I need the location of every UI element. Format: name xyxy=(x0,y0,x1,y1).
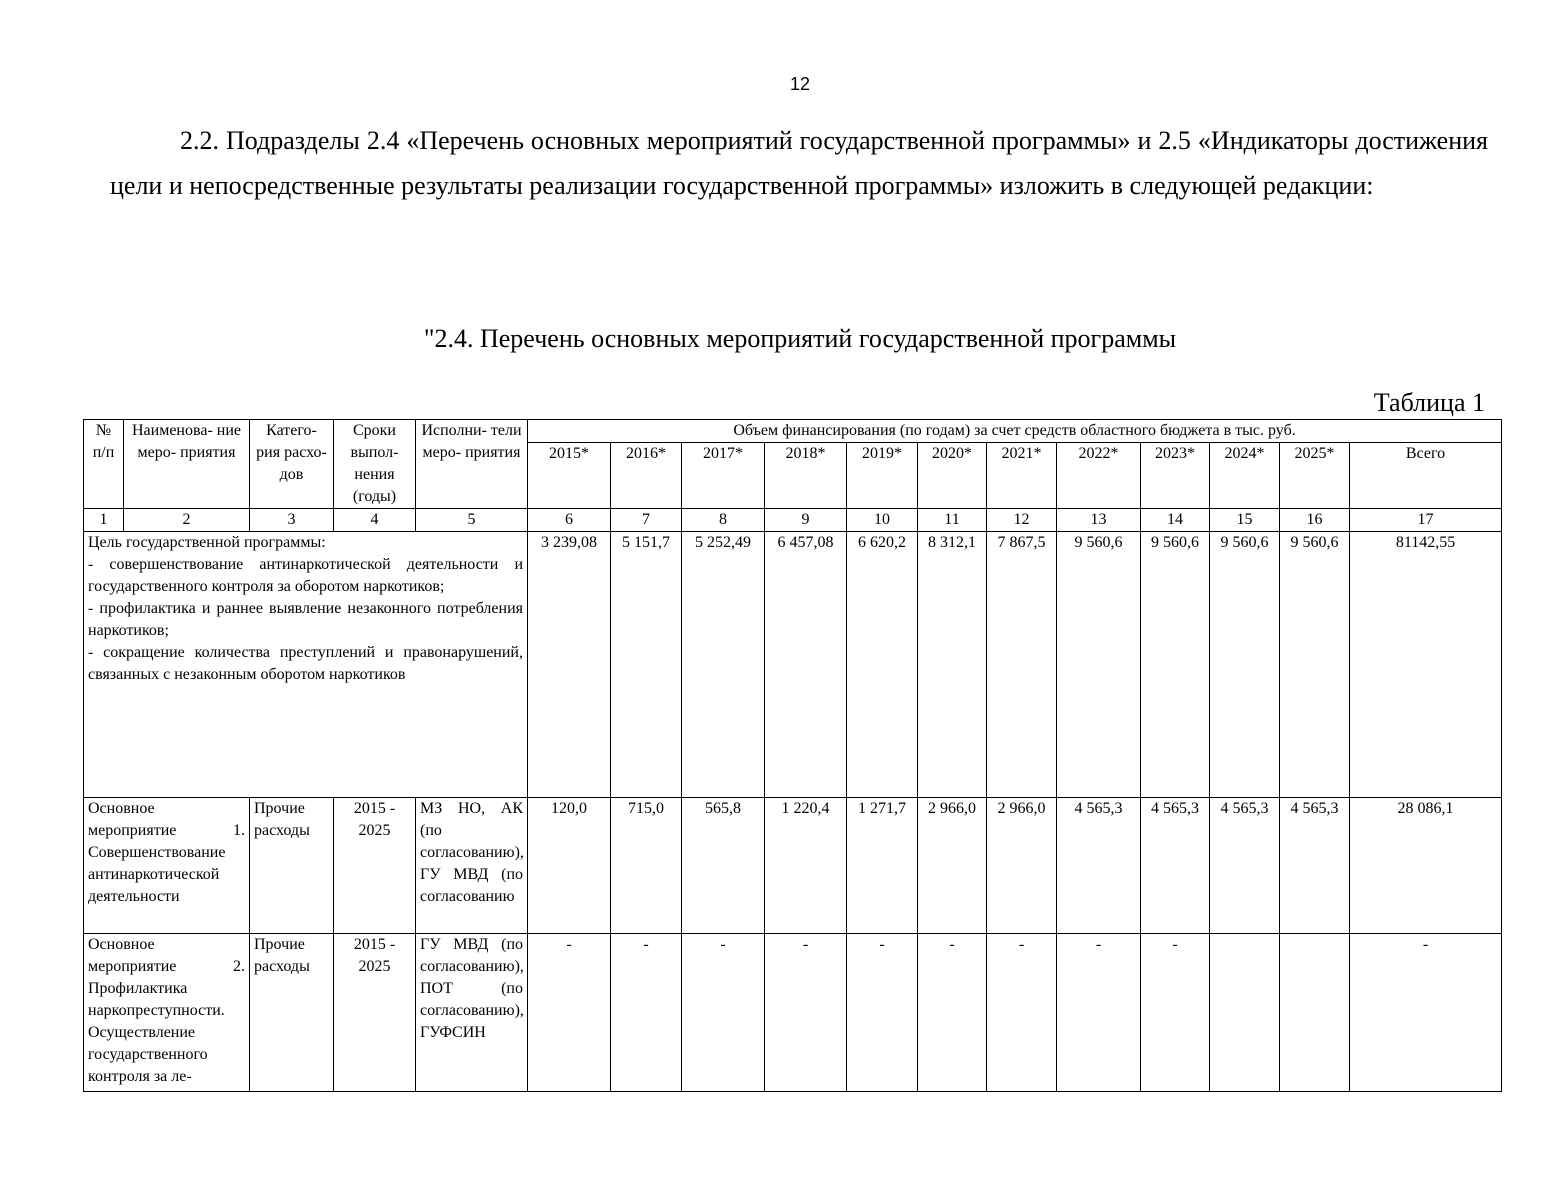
column-number: 11 xyxy=(918,509,987,532)
goal-value: 9 560,6 xyxy=(1057,532,1141,798)
measure-value: 4 565,3 xyxy=(1057,798,1141,934)
goal-value: 5 151,7 xyxy=(611,532,682,798)
measure-name: Основное мероприятие 2. Профилактика наркопреступности. Осуществление государственного контроля за ле- xyxy=(84,934,250,1092)
goal-value: 8 312,1 xyxy=(918,532,987,798)
measure-value: 2 966,0 xyxy=(918,798,987,934)
measure-value: - xyxy=(765,934,847,1092)
column-numbers-row xyxy=(84,509,1502,532)
measure-value xyxy=(1280,934,1350,1092)
measure-value: 4 565,3 xyxy=(1210,798,1280,934)
measure-value: - xyxy=(611,934,682,1092)
goal-value: 6 457,08 xyxy=(765,532,847,798)
column-number: 8 xyxy=(682,509,765,532)
header-year: 2021* xyxy=(987,443,1057,509)
header-row-1 xyxy=(84,420,1502,443)
goal-total: 81142,55 xyxy=(1350,532,1502,798)
measure-category: Прочие расходы xyxy=(250,934,334,1092)
column-number: 14 xyxy=(1141,509,1210,532)
measure-value xyxy=(1210,934,1280,1092)
measure-executors: МЗ НО, АК (по согласованию), ГУ МВД (по согласованию xyxy=(416,798,528,934)
goal-value: 9 560,6 xyxy=(1280,532,1350,798)
header-category: Катего- рия расхо- дов xyxy=(250,420,334,509)
column-number: 13 xyxy=(1057,509,1141,532)
measure-category: Прочие расходы xyxy=(250,798,334,934)
column-number: 9 xyxy=(765,509,847,532)
header-funding: Объем финансирования (по годам) за счет средств областного бюджета в тыс. руб. xyxy=(528,420,1502,443)
measure-value: - xyxy=(682,934,765,1092)
measure-value: - xyxy=(1057,934,1141,1092)
header-year: 2015* xyxy=(528,443,611,509)
header-year: 2025* xyxy=(1280,443,1350,509)
header-year: 2022* xyxy=(1057,443,1141,509)
table-caption: Таблица 1 xyxy=(1373,388,1485,417)
column-number: 15 xyxy=(1210,509,1280,532)
goal-value: 3 239,08 xyxy=(528,532,611,798)
measure-value: 4 565,3 xyxy=(1141,798,1210,934)
measure-value: 715,0 xyxy=(611,798,682,934)
section-title: "2.4. Перечень основных мероприятий государственной программы xyxy=(423,324,1177,353)
header-total: Всего xyxy=(1350,443,1502,509)
goal-value: 5 252,49 xyxy=(682,532,765,798)
measure-value: - xyxy=(847,934,918,1092)
column-number: 2 xyxy=(124,509,250,532)
header-year: 2020* xyxy=(918,443,987,509)
measure-total: - xyxy=(1350,934,1502,1092)
goal-value: 6 620,2 xyxy=(847,532,918,798)
header-name: Наименова- ние меро- приятия xyxy=(124,420,250,509)
column-number: 12 xyxy=(987,509,1057,532)
header-year: 2023* xyxy=(1141,443,1210,509)
header-executors: Исполни- тели меро- приятия xyxy=(416,420,528,509)
header-terms: Сроки выпол- нения (годы) xyxy=(334,420,416,509)
header-year: 2016* xyxy=(611,443,682,509)
goal-value: 9 560,6 xyxy=(1141,532,1210,798)
measure-name: Основное мероприятие 1. Совершенствование антинаркотической деятельности xyxy=(84,798,250,934)
measure-value: 2 966,0 xyxy=(987,798,1057,934)
measure-value: 120,0 xyxy=(528,798,611,934)
goal-value: 9 560,6 xyxy=(1210,532,1280,798)
measure-terms: 2015 - 2025 xyxy=(334,934,416,1092)
measure-row-2 xyxy=(84,934,1502,1092)
measure-value: - xyxy=(1141,934,1210,1092)
measures-table xyxy=(83,419,1502,1092)
goal-row xyxy=(84,532,1502,798)
column-number: 1 xyxy=(84,509,124,532)
measure-value: 1 271,7 xyxy=(847,798,918,934)
header-year: 2019* xyxy=(847,443,918,509)
goal-value: 7 867,5 xyxy=(987,532,1057,798)
header-year: 2017* xyxy=(682,443,765,509)
header-num: № п/п xyxy=(84,420,124,509)
column-number: 7 xyxy=(611,509,682,532)
measure-value: - xyxy=(918,934,987,1092)
program-goal-text: Цель государственной программы: - совершенствование антинаркотической деятельности и государственного контроля за оборотом наркотиков; - профилактика и раннее выявление незаконного потребления наркотиков; - сокращение количества преступлений и правонарушений, связанных с незаконным оборотом наркотиков xyxy=(84,532,528,798)
column-number: 3 xyxy=(250,509,334,532)
header-year: 2024* xyxy=(1210,443,1280,509)
measure-value: 565,8 xyxy=(682,798,765,934)
measure-row-1 xyxy=(84,798,1502,934)
measure-value: 4 565,3 xyxy=(1280,798,1350,934)
column-number: 17 xyxy=(1350,509,1502,532)
column-number: 10 xyxy=(847,509,918,532)
column-number: 4 xyxy=(334,509,416,532)
header-year: 2018* xyxy=(765,443,847,509)
measure-terms: 2015 - 2025 xyxy=(334,798,416,934)
measure-executors: ГУ МВД (по согласованию), ПОТ (по согласованию), ГУФСИН xyxy=(416,934,528,1092)
intro-paragraph: 2.2. Подразделы 2.4 «Перечень основных мероприятий государственной программы» и 2.5 «Индикаторы достижения цели и непосредственные результаты реализации государственной программы» изложить в следующей редакции: xyxy=(110,126,1488,200)
page-number: 12 xyxy=(789,74,811,94)
column-number: 16 xyxy=(1280,509,1350,532)
measure-total: 28 086,1 xyxy=(1350,798,1502,934)
measure-value: - xyxy=(987,934,1057,1092)
measure-value: - xyxy=(528,934,611,1092)
column-number: 5 xyxy=(416,509,528,532)
column-number: 6 xyxy=(528,509,611,532)
measure-value: 1 220,4 xyxy=(765,798,847,934)
